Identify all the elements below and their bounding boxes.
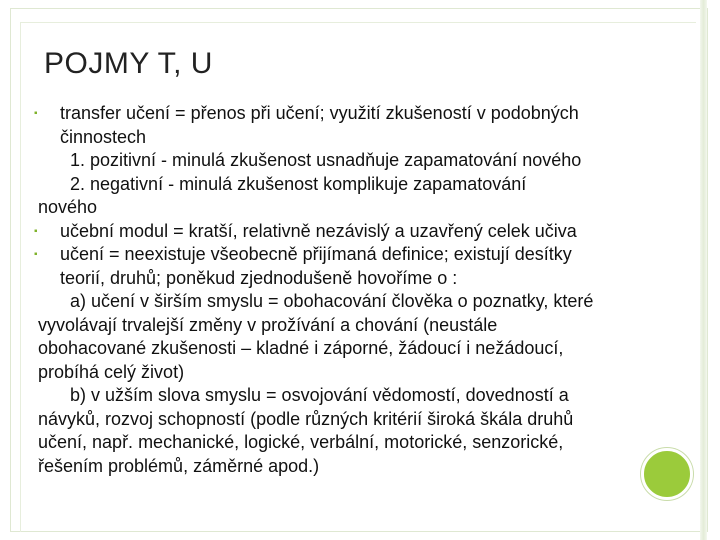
- text-line: činnostech: [60, 126, 147, 147]
- slide-title: POJMY T, U: [44, 47, 213, 80]
- text-line: ▪ učení = neexistuje všeobecně přijímaná definice; existují desítky: [38, 243, 663, 267]
- text-line: 2. negativní - minulá zkušenost komplikuje zapamatování: [70, 173, 527, 194]
- text-line: ▪ učební modul = kratší, relativně nezávislý a uzavřený celek učiva: [38, 220, 663, 244]
- text-line: probíhá celý život): [38, 361, 185, 382]
- bullet-icon: ▪: [34, 108, 38, 119]
- text-line: a) učení v širším smyslu = obohacování člověka o poznatky, které: [70, 291, 594, 311]
- text-line: učení, např. mechanické, logické, verbální, motorické, senzorické,: [38, 432, 564, 452]
- text-line: návyků, rozvoj schopností (podle různých kritérií široká škála druhů: [38, 408, 574, 429]
- text-line: b) v užším slova smyslu = osvojování vědomostí, dovedností a: [70, 385, 569, 405]
- slide-body: [34, 102, 663, 478]
- text-line: nového: [38, 197, 98, 217]
- text-line: vyvolávají trvalejší změny v prožívání a chování (neustále: [38, 314, 498, 335]
- bullet-icon: ▪: [34, 249, 38, 260]
- decorative-stripe: [700, 0, 707, 540]
- text-line: ▪ transfer učení = přenos při učení; využití zkušeností v podobných: [38, 102, 663, 126]
- bullet-icon: ▪: [34, 225, 38, 237]
- text-line: obohacované zkušenosti – kladné i záporné, žádoucí i nežádoucí,: [38, 338, 564, 358]
- text-line: 1. pozitivní - minulá zkušenost usnadňuje zapamatování nového: [70, 150, 582, 170]
- text-line: teorií, druhů; poněkud zjednodušeně hovoříme o :: [60, 267, 458, 288]
- text-line: řešením problémů, záměrné apod.): [38, 455, 320, 476]
